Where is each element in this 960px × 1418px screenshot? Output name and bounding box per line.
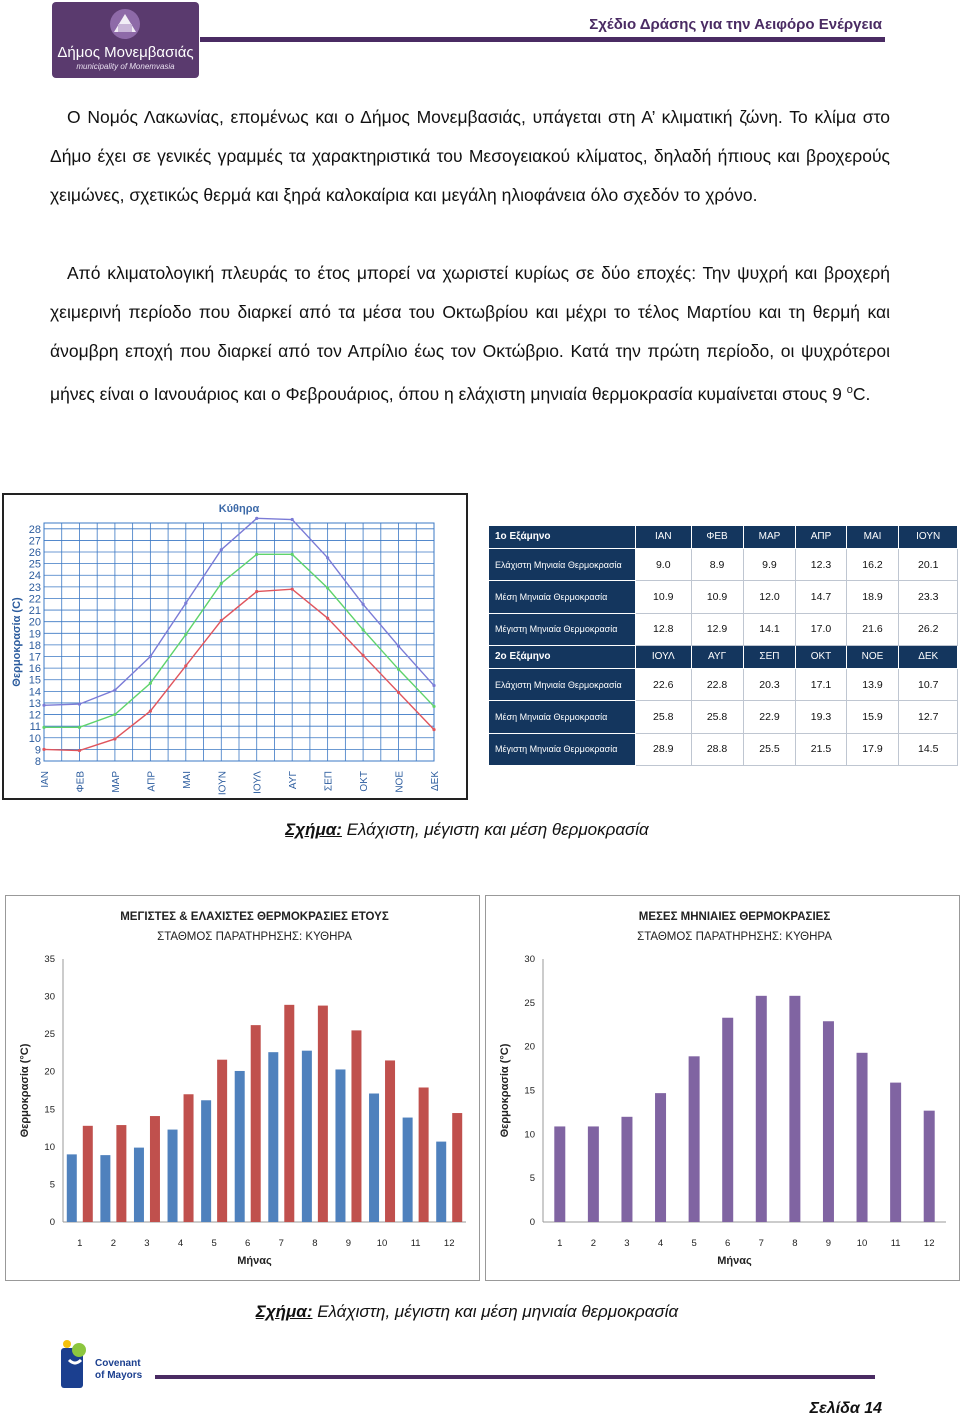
- logo-text: Δήμος Μονεμβασιάς: [57, 44, 194, 61]
- row-label: Μέση Μηνιαία Θερμοκρασία: [489, 701, 636, 733]
- month-header: ΜΑΡ: [743, 526, 796, 549]
- data-point: [326, 556, 329, 559]
- bar: [419, 1087, 429, 1222]
- table-cell: 17.0: [796, 613, 846, 645]
- table-cell: 14.7: [796, 581, 846, 613]
- table-cell: 9.0: [636, 548, 692, 580]
- table-row: [489, 668, 958, 700]
- bar: [403, 1118, 413, 1222]
- chart-title: ΜΕΓΙΣΤΕΣ & ΕΛΑΧΙΣΤΕΣ ΘΕΡΜΟΚΡΑΣΙΕΣ ΕΤΟΥΣ: [120, 911, 389, 923]
- data-point: [255, 590, 258, 593]
- covenant-of-mayors-logo: [55, 1340, 150, 1396]
- y-tick-label: 8: [34, 756, 41, 768]
- x-tick-label: ΜΑΡ: [110, 771, 122, 793]
- table-cell: 22.9: [743, 701, 796, 733]
- max-min-bar-chart-frame: [5, 895, 480, 1281]
- bar: [823, 1021, 834, 1222]
- x-axis-label: Μήνας: [717, 1255, 752, 1267]
- table-cell: 26.2: [899, 613, 958, 645]
- bar: [201, 1100, 211, 1222]
- covenant-text-1: Covenant: [95, 1358, 141, 1369]
- data-point: [113, 713, 116, 716]
- semester-label: 1ο Εξάμηνο: [489, 526, 636, 549]
- figure-caption-1: [0, 820, 934, 840]
- bar: [168, 1130, 178, 1222]
- covenant-text-2: of Mayors: [95, 1370, 143, 1381]
- page-number: Σελίδα 14: [809, 1400, 882, 1417]
- row-label: Μέγιστη Μηνιαία Θερμοκρασία: [489, 733, 636, 765]
- y-tick-label: 12: [28, 709, 41, 722]
- table-cell: 13.9: [846, 668, 899, 700]
- x-tick-label: 1: [557, 1238, 563, 1249]
- bar: [116, 1125, 126, 1222]
- y-tick-label: 13: [28, 697, 41, 710]
- x-tick-label: 7: [758, 1238, 764, 1249]
- table-cell: 28.9: [636, 733, 692, 765]
- bar: [351, 1030, 361, 1222]
- y-axis-label: Θερμοκρασία (C): [11, 597, 23, 687]
- bar: [789, 996, 800, 1222]
- table-cell: 19.3: [796, 701, 846, 733]
- data-point: [255, 517, 258, 520]
- y-tick-label: 24: [28, 570, 41, 583]
- x-tick-label: 5: [211, 1238, 217, 1249]
- unit-celsius: C.: [852, 383, 871, 404]
- y-tick-label: 16: [28, 663, 41, 676]
- bar: [436, 1142, 446, 1222]
- x-tick-label: 7: [278, 1238, 284, 1249]
- table-cell: 23.3: [899, 581, 958, 613]
- monthly-temperature-table: [488, 525, 958, 766]
- row-label: Μέγιστη Μηνιαία Θερμοκρασία: [489, 613, 636, 645]
- bar: [588, 1126, 599, 1222]
- bar: [100, 1155, 110, 1222]
- data-point: [255, 553, 258, 556]
- bar: [385, 1060, 395, 1222]
- x-tick-label: 12: [443, 1238, 455, 1249]
- table-cell: 20.3: [743, 668, 796, 700]
- bar: [235, 1071, 245, 1222]
- kythira-line-chart-frame: [2, 493, 468, 800]
- data-point: [361, 654, 364, 657]
- x-tick-label: ΑΠΡ: [146, 771, 158, 792]
- bar: [302, 1051, 312, 1222]
- data-point: [432, 728, 435, 731]
- bar: [689, 1056, 700, 1222]
- data-point: [326, 617, 329, 620]
- data-point: [184, 664, 187, 667]
- x-tick-label: 8: [312, 1238, 318, 1249]
- data-point: [432, 705, 435, 708]
- document-title: Σχέδιο Δράσης για την Αειφόρο Ενέργεια: [589, 16, 882, 33]
- bar: [335, 1069, 345, 1222]
- table-cell: 12.3: [796, 548, 846, 580]
- degree-superscript: o: [846, 384, 853, 396]
- x-tick-label: ΑΥΓ: [288, 771, 300, 790]
- table-cell: 18.9: [846, 581, 899, 613]
- row-label: Ελάχιστη Μηνιαία Θερμοκρασία: [489, 548, 636, 580]
- table-cell: 21.5: [796, 733, 846, 765]
- bar: [251, 1025, 261, 1222]
- y-tick-label: 20: [28, 616, 41, 629]
- month-header: ΜΑΙ: [846, 526, 899, 549]
- bar: [318, 1006, 328, 1222]
- caption-1-label: Σχήμα:: [285, 820, 342, 839]
- bar: [67, 1154, 77, 1222]
- y-tick-label: 11: [29, 721, 41, 734]
- municipality-logo: [52, 2, 199, 78]
- bar: [890, 1083, 901, 1222]
- x-tick-label: 11: [410, 1238, 421, 1249]
- table-row: [489, 733, 958, 765]
- table-cell: 10.9: [691, 581, 743, 613]
- y-axis-label: Θερμοκρασία (°C): [19, 1043, 31, 1138]
- x-tick-label: ΔΕΚ: [430, 771, 441, 792]
- data-point: [397, 644, 400, 647]
- max-min-bar-chart: [6, 896, 479, 1280]
- month-header: ΑΥΓ: [691, 645, 743, 668]
- table-cell: 25.8: [691, 701, 743, 733]
- data-point: [361, 603, 364, 606]
- paragraph-climate-zone: Ο Νομός Λακωνίας, επομένως και ο Δήμος Μονεμβασιάς, υπάγεται στη Α’ κλιματική ζώνη. Το κλίμα στο Δήμο έχει σε γενικές γραμμές τα χαρακτηριστικά του Μεσογειακού κλίματος, δηλαδή ήπιους και βροχερούς χειμώνες, σχετικώς θερμά και ξηρά καλοκαίρια και μεγάλη ηλιοφάνεια όλο σχεδόν το χρόνο.: [50, 107, 890, 205]
- row-label: Μέση Μηνιαία Θερμοκρασία: [489, 581, 636, 613]
- x-tick-label: 11: [890, 1238, 901, 1249]
- x-tick-label: 5: [691, 1238, 697, 1249]
- table-cell: 25.5: [743, 733, 796, 765]
- y-tick-label: 18: [28, 639, 41, 652]
- x-tick-label: ΜΑΙ: [181, 771, 193, 789]
- y-tick-label: 15: [44, 1104, 55, 1116]
- data-point: [42, 704, 45, 707]
- bar: [621, 1117, 632, 1222]
- table-cell: 9.9: [743, 548, 796, 580]
- table-cell: 21.6: [846, 613, 899, 645]
- chart-title: Κύθηρα: [218, 503, 260, 515]
- data-point: [397, 691, 400, 694]
- y-tick-label: 25: [44, 1029, 55, 1041]
- bar: [857, 1053, 868, 1222]
- table-header-row: [489, 645, 958, 668]
- x-tick-label: ΙΟΥΝ: [217, 771, 229, 796]
- bar: [554, 1126, 565, 1222]
- figure-caption-2: [0, 1302, 934, 1322]
- mean-bar-chart: [486, 896, 959, 1280]
- bar: [369, 1094, 379, 1222]
- data-point: [361, 628, 364, 631]
- y-tick-label: 5: [49, 1179, 55, 1191]
- table-cell: 12.9: [691, 613, 743, 645]
- y-tick-label: 21: [28, 605, 41, 618]
- x-tick-label: ΟΚΤ: [359, 771, 371, 792]
- x-tick-label: 2: [590, 1238, 597, 1249]
- y-tick-label: 27: [28, 535, 41, 548]
- table-cell: 22.6: [636, 668, 692, 700]
- table-cell: 14.1: [743, 613, 796, 645]
- paragraph-seasons-text: Από κλιματολογική πλευράς το έτος μπορεί να χωριστεί κυρίως σε δύο εποχές: Την ψυχρή και βροχερή χειμερινή περίοδο που διαρκεί από τα μέσα του Οκτωβρίου και μέχρι το τέλος Μαρτίου και τη θερμή και άνομβρη εποχή που διαρκεί από τον Απρίλιο έως τον Οκτώβριο. Κατά την πρώτη περίοδο, οι ψυχρότεροι μήνες είναι ο Ιανουάριος και ο Φεβρουάριος, όπου η ελάχιστη μηνιαία θερμοκρασία κυμαίνεται στους 9: [50, 263, 890, 404]
- bar: [756, 996, 767, 1222]
- month-header: ΟΚΤ: [796, 645, 846, 668]
- data-point: [220, 582, 223, 585]
- footer-divider: [155, 1375, 875, 1379]
- y-tick-label: 19: [28, 628, 41, 641]
- data-point: [220, 619, 223, 622]
- mean-bar-chart-frame: [485, 895, 960, 1281]
- caption-1-text: Ελάχιστη, μέγιστη και μέση θερμοκρασία: [341, 820, 649, 839]
- x-tick-label: ΣΕΠ: [323, 771, 335, 792]
- data-point: [42, 726, 45, 729]
- caption-2-label: Σχήμα:: [255, 1302, 313, 1321]
- x-tick-label: 9: [345, 1238, 352, 1249]
- y-tick-label: 20: [44, 1066, 55, 1078]
- x-tick-label: ΙΑΝ: [40, 771, 51, 788]
- y-tick-label: 15: [524, 1085, 535, 1097]
- y-tick-label: 14: [28, 686, 41, 699]
- y-tick-label: 5: [529, 1173, 535, 1185]
- table-cell: 10.9: [636, 581, 692, 613]
- logo-subtext: municipality of Monemvasia: [76, 62, 175, 71]
- x-tick-label: 1: [77, 1238, 83, 1249]
- bar: [134, 1148, 144, 1222]
- x-tick-label: 6: [245, 1238, 251, 1249]
- x-tick-label: 10: [376, 1238, 388, 1249]
- logo-emblem-icon: [52, 2, 199, 44]
- month-header: ΔΕΚ: [899, 645, 958, 668]
- y-tick-label: 25: [524, 997, 535, 1009]
- y-tick-label: 30: [44, 991, 55, 1003]
- data-point: [432, 684, 435, 687]
- bar: [217, 1060, 227, 1222]
- data-point: [149, 655, 152, 658]
- data-point: [149, 682, 152, 685]
- y-tick-label: 35: [44, 954, 55, 965]
- y-tick-label: 10: [524, 1129, 535, 1141]
- table-cell: 20.1: [899, 548, 958, 580]
- x-tick-label: 6: [725, 1238, 731, 1249]
- month-header: ΙΑΝ: [636, 526, 692, 549]
- month-header: ΦΕΒ: [691, 526, 743, 549]
- table-cell: 22.8: [691, 668, 743, 700]
- month-header: ΣΕΠ: [743, 645, 796, 668]
- caption-2-text: Ελάχιστη, μέγιστη και μέση μηνιαία θερμοκρασία: [312, 1302, 679, 1321]
- table-row: [489, 581, 958, 613]
- table-cell: 8.9: [691, 548, 743, 580]
- month-header: ΝΟΕ: [846, 645, 899, 668]
- table-cell: 16.2: [846, 548, 899, 580]
- x-tick-label: 2: [110, 1238, 117, 1249]
- table-cell: 25.8: [636, 701, 692, 733]
- data-point: [397, 668, 400, 671]
- month-header: ΑΠΡ: [796, 526, 846, 549]
- bar: [655, 1093, 666, 1222]
- table-cell: 12.0: [743, 581, 796, 613]
- data-point: [78, 703, 81, 706]
- data-point: [291, 518, 294, 521]
- data-point: [149, 709, 152, 712]
- y-tick-label: 15: [28, 674, 41, 687]
- y-tick-label: 9: [34, 744, 41, 757]
- data-point: [220, 548, 223, 551]
- y-tick-label: 0: [49, 1217, 55, 1228]
- data-point: [113, 689, 116, 692]
- y-tick-label: 10: [44, 1141, 55, 1153]
- chart-subtitle: ΣΤΑΘΜΟΣ ΠΑΡΑΤΗΡΗΣΗΣ: ΚΥΘΗΡΑ: [637, 931, 832, 943]
- data-point: [184, 602, 187, 605]
- bar: [722, 1018, 733, 1222]
- row-label: Ελάχιστη Μηνιαία Θερμοκρασία: [489, 668, 636, 700]
- y-tick-label: 22: [28, 593, 41, 606]
- month-header: ΙΟΥΝ: [899, 526, 958, 549]
- data-point: [291, 588, 294, 591]
- bar: [184, 1094, 194, 1222]
- x-tick-label: ΝΟΕ: [394, 771, 406, 793]
- y-tick-label: 17: [28, 651, 41, 664]
- data-point: [326, 586, 329, 589]
- y-tick-label: 23: [28, 581, 41, 594]
- covenant-emblem-icon: [55, 1340, 95, 1390]
- table-row: [489, 548, 958, 580]
- y-tick-label: 0: [529, 1217, 535, 1228]
- bar: [268, 1052, 278, 1222]
- data-point: [291, 553, 294, 556]
- bar: [284, 1005, 294, 1222]
- bar: [924, 1111, 935, 1222]
- table-cell: 17.1: [796, 668, 846, 700]
- data-point: [78, 749, 81, 752]
- y-tick-label: 25: [28, 558, 41, 571]
- header-divider: [200, 37, 885, 42]
- table-row: [489, 613, 958, 645]
- table-row: [489, 701, 958, 733]
- kythira-line-chart: [4, 495, 466, 798]
- x-tick-label: 4: [657, 1238, 664, 1249]
- y-tick-label: 30: [524, 954, 535, 965]
- month-header: ΙΟΥΛ: [636, 645, 692, 668]
- bar: [150, 1116, 160, 1222]
- table-cell: 15.9: [846, 701, 899, 733]
- chart-title: ΜΕΣΕΣ ΜΗΝΙΑΙΕΣ ΘΕΡΜΟΚΡΑΣΙΕΣ: [638, 911, 831, 923]
- x-tick-label: 10: [856, 1238, 868, 1249]
- y-axis-label: Θερμοκρασία (°C): [499, 1043, 511, 1138]
- x-tick-label: ΙΟΥΛ: [252, 771, 264, 794]
- x-tick-label: 3: [624, 1238, 630, 1249]
- table-header-row: [489, 526, 958, 549]
- table-cell: 17.9: [846, 733, 899, 765]
- y-tick-label: 20: [524, 1041, 535, 1053]
- paragraph-seasons: [50, 254, 890, 414]
- bar: [452, 1113, 462, 1222]
- table-cell: 14.5: [899, 733, 958, 765]
- table-cell: 10.7: [899, 668, 958, 700]
- data-point: [113, 737, 116, 740]
- y-tick-label: 26: [28, 547, 41, 560]
- table-cell: 28.8: [691, 733, 743, 765]
- chart-subtitle: ΣΤΑΘΜΟΣ ΠΑΡΑΤΗΡΗΣΗΣ: ΚΥΘΗΡΑ: [157, 931, 352, 943]
- x-axis-label: Μήνας: [237, 1255, 272, 1267]
- semester-label: 2ο Εξάμηνο: [489, 645, 636, 668]
- data-point: [184, 633, 187, 636]
- data-point: [78, 726, 81, 729]
- x-tick-label: 3: [144, 1238, 150, 1249]
- x-tick-label: 12: [923, 1238, 935, 1249]
- x-tick-label: 8: [792, 1238, 798, 1249]
- y-tick-label: 10: [28, 732, 41, 745]
- x-tick-label: 4: [177, 1238, 184, 1249]
- table-cell: 12.7: [899, 701, 958, 733]
- y-tick-label: 28: [28, 523, 41, 536]
- x-tick-label: ΦΕΒ: [75, 771, 87, 793]
- data-point: [42, 748, 45, 751]
- bar: [83, 1126, 93, 1222]
- table-cell: 12.8: [636, 613, 692, 645]
- x-tick-label: 9: [825, 1238, 832, 1249]
